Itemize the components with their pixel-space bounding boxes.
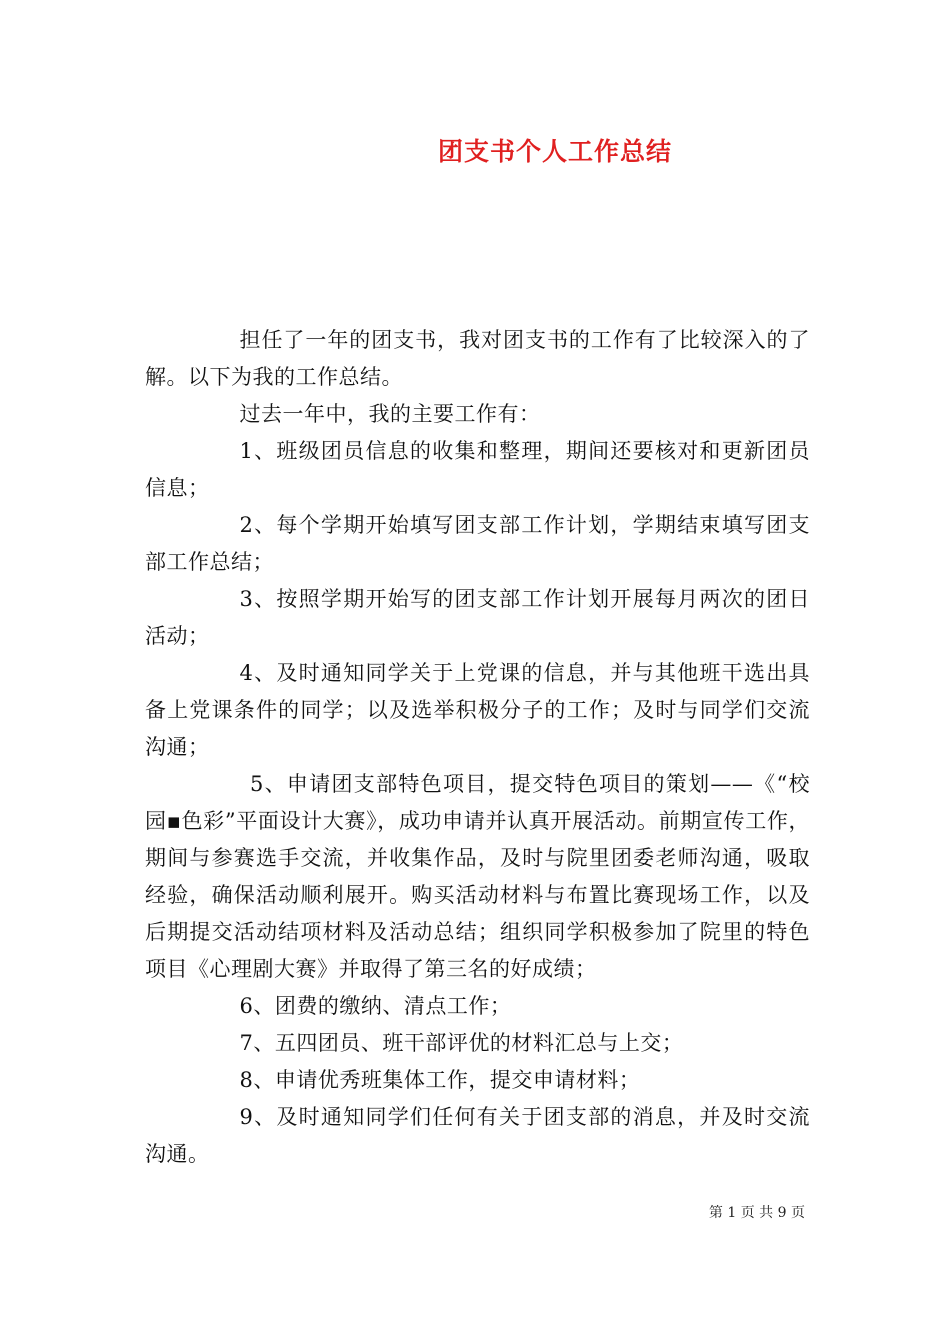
paragraph-main-work: 过去一年中，我的主要工作有： — [239, 402, 541, 426]
document-body — [145, 322, 810, 1173]
list-item-3: 3、按照学期开始写的团支部工作计划开展每月两次的团日活动； — [145, 587, 810, 648]
paragraph-intro: 担任了一年的团支书，我对团支书的工作有了比较深入的了解。以下为我的工作总结。 — [145, 328, 810, 389]
list-item-5: 5、申请团支部特色项目，提交特色项目的策划——《“校园▪色彩”平面设计大赛》，成功申请并认真开展活动。前期宣传工作，期间与参赛选手交流，并收集作品，及时与院里团委老师沟通，吸取经验，确保活动顺利展开。购买活动材料与布置比赛现场工作，以及后期提交活动结项材料及活动总结；组织同学积极参加了院里的特色项目《心理剧大赛》并取得了第三名的好成绩； — [145, 772, 810, 981]
list-item-1: 1、班级团员信息的收集和整理，期间还要核对和更新团员信息； — [145, 439, 810, 500]
list-item-4: 4、及时通知同学关于上党课的信息，并与其他班干选出具备上党课条件的同学；以及选举积极分子的工作；及时与同学们交流沟通； — [145, 661, 810, 759]
list-item-2: 2、每个学期开始填写团支部工作计划，学期结束填写团支部工作总结； — [145, 513, 810, 574]
document-title: 团支书个人工作总结 — [437, 137, 672, 166]
page-number: 第 1 页 共 9 页 — [708, 1205, 805, 1221]
list-item-8: 8、申请优秀班集体工作，提交申请材料； — [239, 1068, 641, 1092]
list-item-9: 9、及时通知同学们任何有关于团支部的消息，并及时交流沟通。 — [145, 1105, 810, 1166]
list-item-6: 6、团费的缴纳、清点工作； — [239, 994, 512, 1018]
list-item-7: 7、五四团员、班干部评优的材料汇总与上交； — [239, 1031, 684, 1055]
